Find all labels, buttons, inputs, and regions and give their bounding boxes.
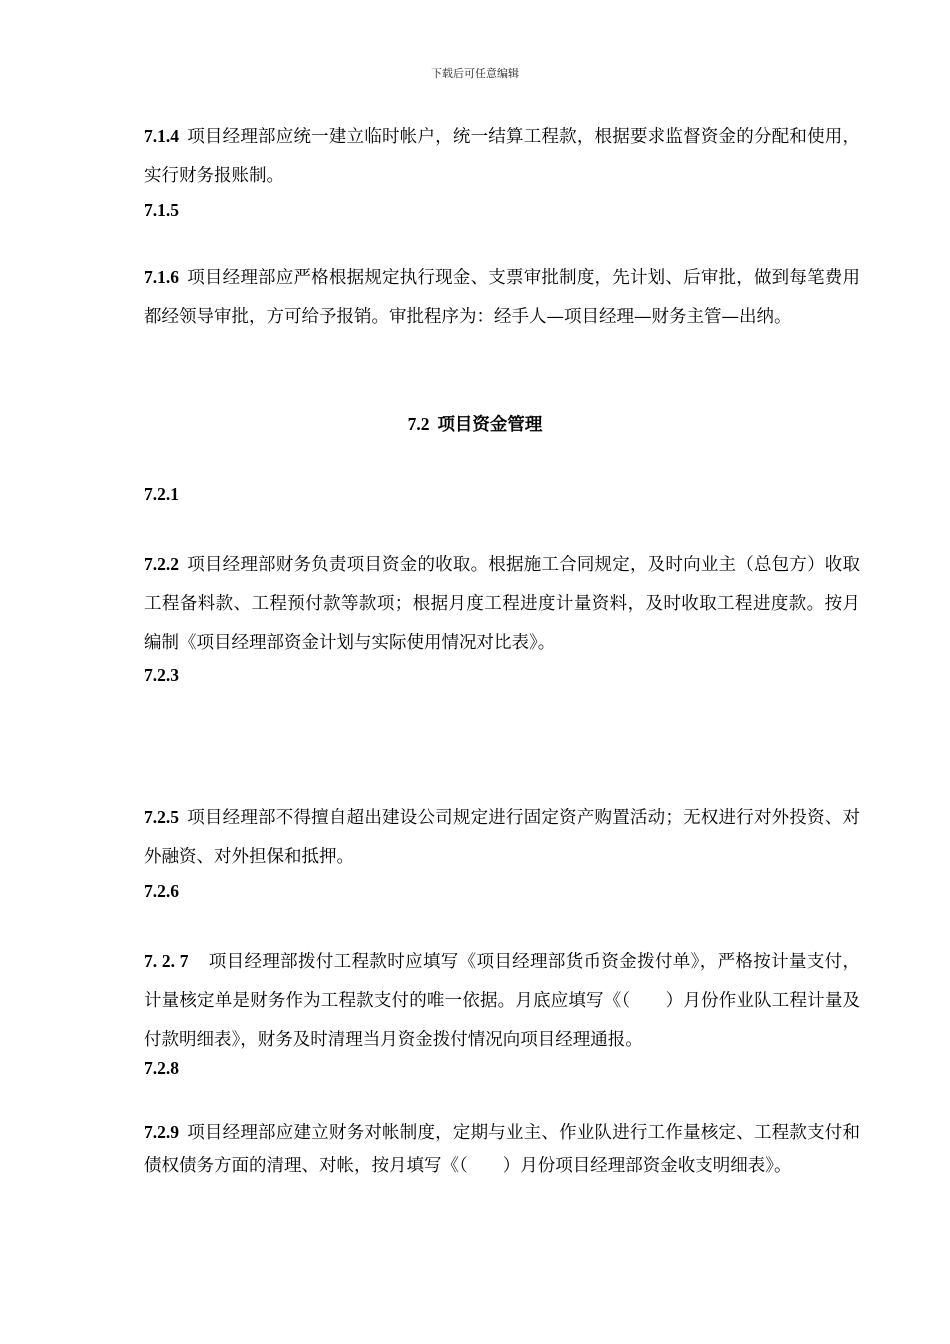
section-number-7-2-1: 7.2.1	[144, 484, 179, 504]
section-number: 7.2.5	[144, 807, 179, 827]
paragraph-7-1-6	[144, 258, 860, 337]
section-number: 7.1.4	[144, 126, 179, 146]
section-number-7-2-8: 7.2.8	[144, 1058, 179, 1078]
paragraph-text: 项目经理部应统一建立临时帐户，统一结算工程款，根据要求监督资金的分配和使用，实行财务报账制。	[144, 127, 860, 186]
section-number: 7.2.2	[144, 554, 179, 574]
paragraph-text: 项目经理部应建立财务对帐制度，定期与业主、作业队进行工作量核定、工程款支付和债权债务方面的清理、对帐，按月填写《（ ）月份项目经理部资金收支明细表》。	[144, 1123, 860, 1176]
paragraph-text: 项目经理部拨付工程款时应填写《项目经理部货币资金拨付单》，严格按计量支付，计量核定单是财务作为工程款支付的唯一依据。月底应填写《（ ）月份作业队工程计量及付款明细表》，财务及时清理当月资金拨付情况向项目经理通报。	[144, 952, 861, 1050]
section-number-7-2-6: 7.2.6	[144, 881, 179, 901]
section-title-7-2	[0, 412, 950, 437]
paragraph-7-2-2	[144, 545, 860, 663]
paragraph-text: 项目经理部应严格根据规定执行现金、支票审批制度，先计划、后审批，做到每笔费用都经领导审批，方可给予报销。审批程序为：经手人—项目经理—财务主管—出纳。	[144, 268, 860, 327]
paragraph-7-2-9	[144, 1116, 860, 1183]
paragraph-7-2-5	[144, 798, 860, 877]
paragraph-text: 项目经理部财务负责项目资金的收取。根据施工合同规定，及时向业主（总包方）收取工程备料款、工程预付款等款项；根据月度工程进度计量资料，及时收取工程进度款。按月编制《项目经理部资金计划与实际使用情况对比表》。	[144, 555, 860, 653]
section-number-7-2-3: 7.2.3	[144, 665, 179, 685]
section-number-7-1-5: 7.1.5	[144, 200, 179, 220]
section-number: 7.2	[407, 414, 430, 434]
section-number: 7.1.6	[144, 267, 179, 287]
section-number: 7. 2. 7	[144, 951, 189, 971]
section-number: 7.2.9	[144, 1122, 179, 1142]
paragraph-7-2-7	[144, 942, 860, 1060]
section-title-text: 项目资金管理	[437, 415, 543, 435]
paragraph-text: 项目经理部不得擅自超出建设公司规定进行固定资产购置活动；无权进行对外投资、对外融资、对外担保和抵押。	[144, 808, 860, 867]
paragraph-7-1-4	[144, 117, 860, 196]
page-header: 下载后可任意编辑	[431, 67, 519, 80]
